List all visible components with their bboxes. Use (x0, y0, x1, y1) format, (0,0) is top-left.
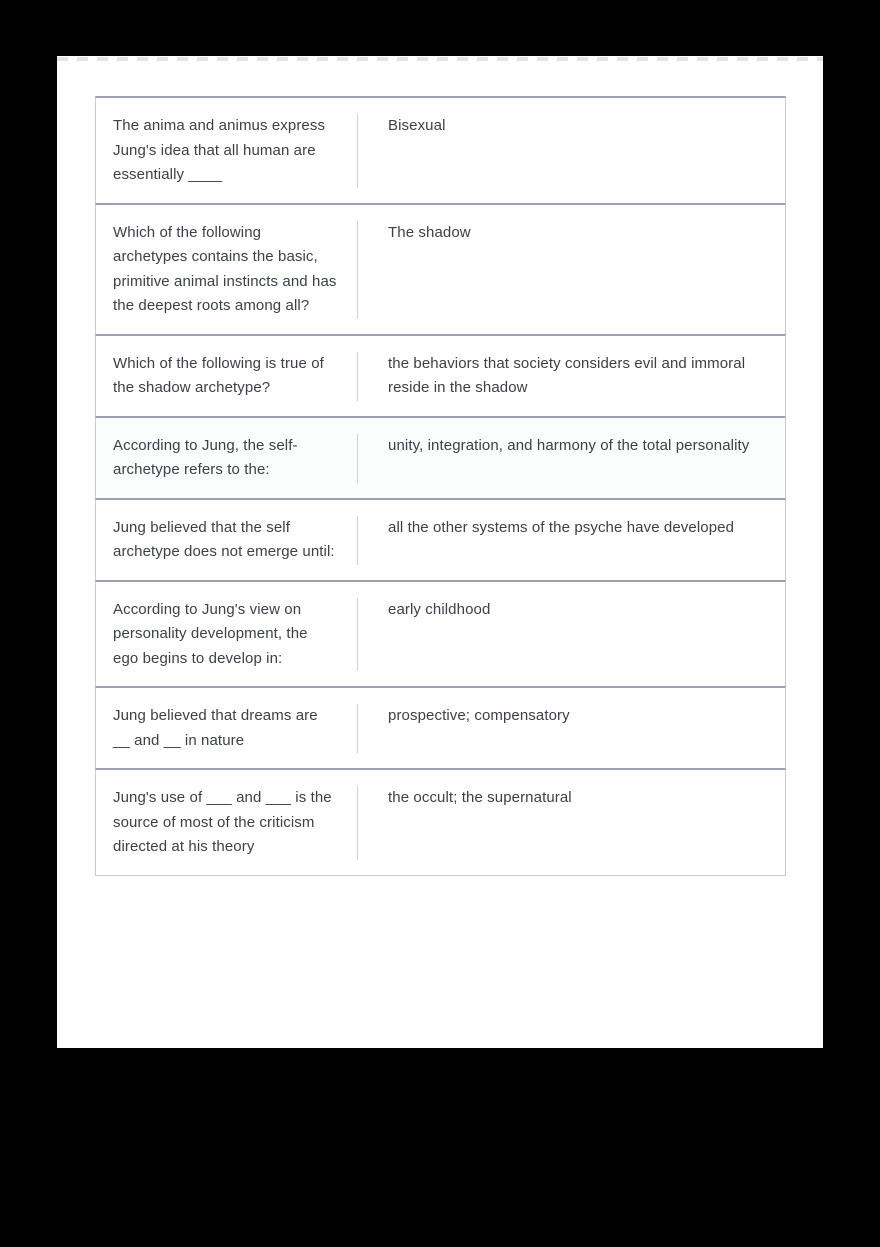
flashcard-answer: Bisexual (388, 117, 446, 134)
flashcard-question: Which of the following is true of the shadow archetype? (113, 354, 324, 396)
flashcard-answer: all the other systems of the psyche have developed (388, 518, 735, 536)
flashcard-row[interactable] (95, 334, 786, 417)
flashcard-row[interactable] (95, 768, 786, 876)
flashcard-answer: unity, integration, and harmony of the total personality (388, 436, 750, 454)
flashcard-question: According to Jung, the self-archetype refers to the: (113, 436, 298, 478)
flashcard-question: The anima and animus express Jung's idea that all human are essentially ____ (113, 117, 326, 183)
page-top-dashed-line (57, 57, 823, 61)
flashcard-answer: prospective; compensatory (388, 707, 570, 724)
flashcard-row[interactable] (95, 580, 786, 688)
flashcard-answer: early childhood (388, 600, 491, 618)
flashcard-list (95, 96, 786, 876)
flashcard-question: Which of the following archetypes contains the basic, primitive animal instincts and has the deepest roots among all? (113, 223, 337, 314)
document-page (57, 56, 823, 1048)
flashcard-answer: The shadow (388, 223, 471, 241)
flashcard-row[interactable] (95, 416, 786, 499)
flashcard-answer: the behaviors that society considers evil and immoral reside in the shadow (388, 354, 746, 396)
flashcard-question: Jung believed that the self archetype does not emerge until: (113, 518, 335, 560)
flashcard-answer: the occult; the supernatural (388, 789, 572, 806)
flashcard-question: Jung's use of ___ and ___ is the source of most of the criticism directed at his theory (113, 789, 332, 855)
flashcard-question: According to Jung's view on personality development, the ego begins to develop in: (113, 600, 308, 667)
flashcard-row[interactable] (95, 498, 786, 581)
flashcard-row[interactable] (95, 686, 786, 769)
flashcard-row[interactable] (95, 203, 786, 335)
flashcard-question: Jung believed that dreams are __ and __ in nature (113, 707, 318, 749)
flashcard-row[interactable] (95, 96, 786, 204)
